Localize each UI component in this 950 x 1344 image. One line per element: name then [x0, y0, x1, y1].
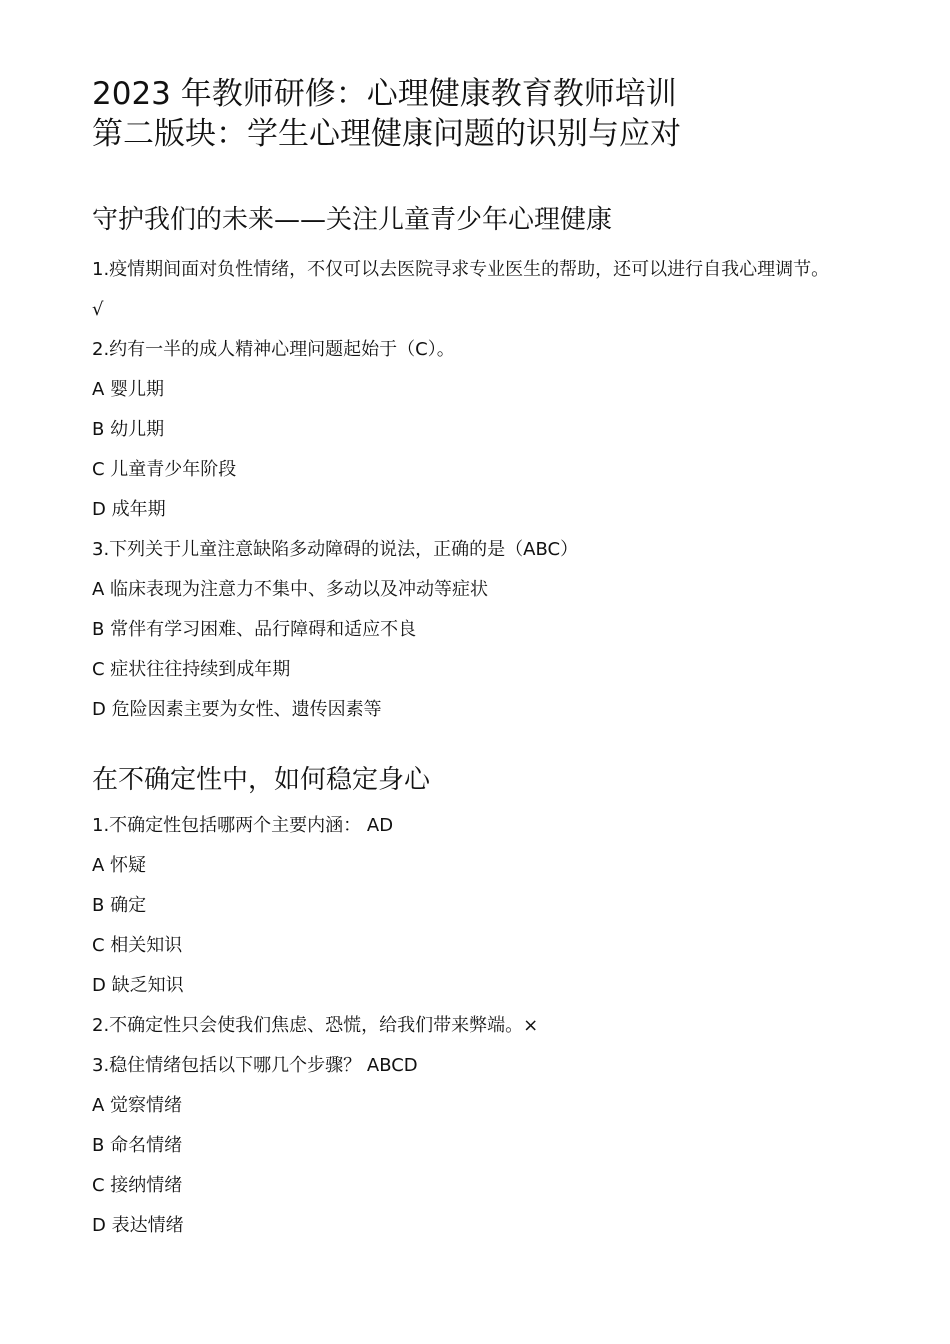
document-title: 2023 年教师研修：心理健康教育教师培训: [92, 76, 677, 112]
document-page: [92, 74, 910, 1246]
answer-mark: √: [92, 299, 104, 320]
question-line: 3.稳住情绪包括以下哪几个步骤？ ABCD: [92, 1055, 418, 1076]
option-line: C 症状往往持续到成年期: [92, 659, 291, 680]
question-line: 1.疫情期间面对负性情绪，不仅可以去医院寻求专业医生的帮助，还可以进行自我心理调节。: [92, 259, 830, 280]
option-line: A 怀疑: [92, 855, 147, 876]
option-line: A 婴儿期: [92, 379, 165, 400]
question-line: 2.不确定性只会使我们焦虑、恐慌，给我们带来弊端。×: [92, 1015, 539, 1036]
option-line: D 危险因素主要为女性、遗传因素等: [92, 699, 382, 720]
option-line: A 觉察情绪: [92, 1095, 183, 1116]
question-line: 2.约有一半的成人精神心理问题起始于（C）。: [92, 339, 455, 360]
question-line: 3.下列关于儿童注意缺陷多动障碍的说法，正确的是（ABC）: [92, 539, 579, 560]
question-line: 1.不确定性包括哪两个主要内涵： AD: [92, 815, 394, 836]
option-line: C 儿童青少年阶段: [92, 459, 237, 480]
option-line: D 成年期: [92, 499, 166, 520]
option-line: C 相关知识: [92, 935, 183, 956]
option-line: B 确定: [92, 895, 147, 916]
option-line: B 命名情绪: [92, 1135, 183, 1156]
section-2: [92, 762, 910, 1246]
document-subtitle: 第二版块：学生心理健康问题的识别与应对: [92, 116, 681, 152]
option-line: D 表达情绪: [92, 1215, 184, 1236]
section-heading: 在不确定性中，如何稳定身心: [92, 765, 431, 795]
option-line: B 幼儿期: [92, 419, 165, 440]
section-1: [92, 202, 910, 730]
option-line: D 缺乏知识: [92, 975, 184, 996]
option-line: C 接纳情绪: [92, 1175, 183, 1196]
option-line: B 常伴有学习困难、品行障碍和适应不良: [92, 619, 417, 640]
section-heading: 守护我们的未来——关注儿童青少年心理健康: [92, 205, 613, 235]
option-line: A 临床表现为注意力不集中、多动以及冲动等症状: [92, 579, 489, 600]
